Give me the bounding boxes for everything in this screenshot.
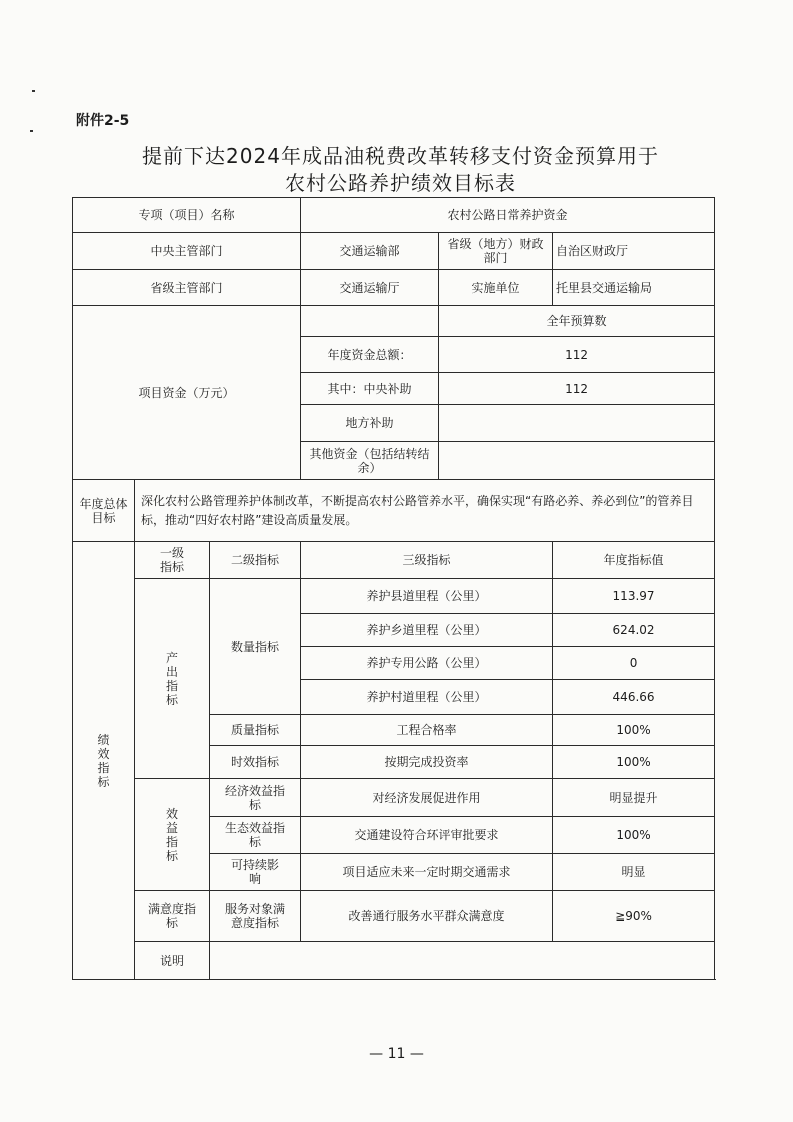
impl-unit-label: 实施单位: [439, 270, 553, 306]
funds-row-label: 年度资金总额：: [301, 337, 439, 373]
province-finance-label: 省级（地方）财政部门: [439, 233, 553, 270]
project-name-value: 农村公路日常养护资金: [301, 198, 715, 233]
indicator-name: 养护村道里程（公里）: [301, 680, 553, 715]
remarks-text: [210, 942, 715, 980]
indicator-name: 工程合格率: [301, 715, 553, 746]
header-level1: 一级指标: [135, 542, 210, 579]
annual-goal-label: 年度总体目标: [73, 480, 135, 542]
project-name-label: 专项（项目）名称: [73, 198, 301, 233]
indicator-value: 100%: [553, 715, 715, 746]
output-indicator-label: 产出指标: [135, 579, 210, 779]
province-dept-label: 省级主管部门: [73, 270, 301, 306]
indicator-value: 100%: [553, 817, 715, 854]
indicator-value: ≧90%: [553, 891, 715, 942]
remarks-label: 说明: [135, 942, 210, 980]
central-dept-value: 交通运输部: [301, 233, 439, 270]
indicator-value: 明显: [553, 854, 715, 891]
funds-row-label: 其他资金（包括结转结余）: [301, 442, 439, 480]
quantity-indicator-label: 数量指标: [210, 579, 301, 715]
funds-blank-header: [301, 306, 439, 337]
economic-indicator-label: 经济效益指标: [210, 779, 301, 817]
annual-goal-text: 深化农村公路管理养护体制改革，不断提高农村公路管养水平，确保实现“有路必养、养必到位”的管养目标，推动“四好农村路”建设高质量发展。: [135, 480, 715, 542]
indicator-name: 养护专用公路（公里）: [301, 647, 553, 680]
indicator-value: 0: [553, 647, 715, 680]
indicator-value: 100%: [553, 746, 715, 779]
central-dept-label: 中央主管部门: [73, 233, 301, 270]
performance-label: 绩效指标: [73, 542, 135, 980]
scan-mark: [30, 130, 33, 132]
indicator-name: 按期完成投资率: [301, 746, 553, 779]
service-satisfaction-label: 服务对象满意度指标: [210, 891, 301, 942]
scan-mark: [32, 90, 35, 92]
funds-row-label: 其中：中央补助: [301, 373, 439, 405]
ecological-indicator-label: 生态效益指标: [210, 817, 301, 854]
indicator-name: 养护乡道里程（公里）: [301, 614, 553, 647]
indicator-value: 446.66: [553, 680, 715, 715]
time-indicator-label: 时效指标: [210, 746, 301, 779]
benefit-indicator-label: 效益指标: [135, 779, 210, 891]
funds-row-value: [439, 405, 715, 442]
header-level2: 二级指标: [210, 542, 301, 579]
quality-indicator-label: 质量指标: [210, 715, 301, 746]
satisfaction-indicator-label: 满意度指标: [135, 891, 210, 942]
indicator-value: 明显提升: [553, 779, 715, 817]
performance-goal-table: [72, 197, 715, 980]
indicator-name: 改善通行服务水平群众满意度: [301, 891, 553, 942]
doc-title-line1: 提前下达2024年成品油税费改革转移支付资金预算用于: [142, 144, 659, 168]
funds-row-label: 地方补助: [301, 405, 439, 442]
page-number: — 11 —: [369, 1046, 424, 1062]
indicator-value: 624.02: [553, 614, 715, 647]
indicator-name: 对经济发展促进作用: [301, 779, 553, 817]
header-level3: 三级指标: [301, 542, 553, 579]
impl-unit-value: 托里县交通运输局: [553, 270, 715, 306]
funds-row-value: [439, 442, 715, 480]
funds-label: 项目资金（万元）: [73, 306, 301, 480]
header-target-value: 年度指标值: [553, 542, 715, 579]
indicator-name: 交通建设符合环评审批要求: [301, 817, 553, 854]
attachment-label: 附件2-5: [76, 113, 130, 129]
province-dept-value: 交通运输厅: [301, 270, 439, 306]
indicator-name: 项目适应未来一定时期交通需求: [301, 854, 553, 891]
doc-title-line2: 农村公路养护绩效目标表: [285, 171, 516, 195]
indicator-name: 养护县道里程（公里）: [301, 579, 553, 614]
indicator-value: 113.97: [553, 579, 715, 614]
funds-row-value: 112: [439, 337, 715, 373]
sustain-indicator-label: 可持续影响: [210, 854, 301, 891]
funds-row-value: 112: [439, 373, 715, 405]
province-finance-value: 自治区财政厅: [553, 233, 715, 270]
funds-col-header: 全年预算数: [439, 306, 715, 337]
